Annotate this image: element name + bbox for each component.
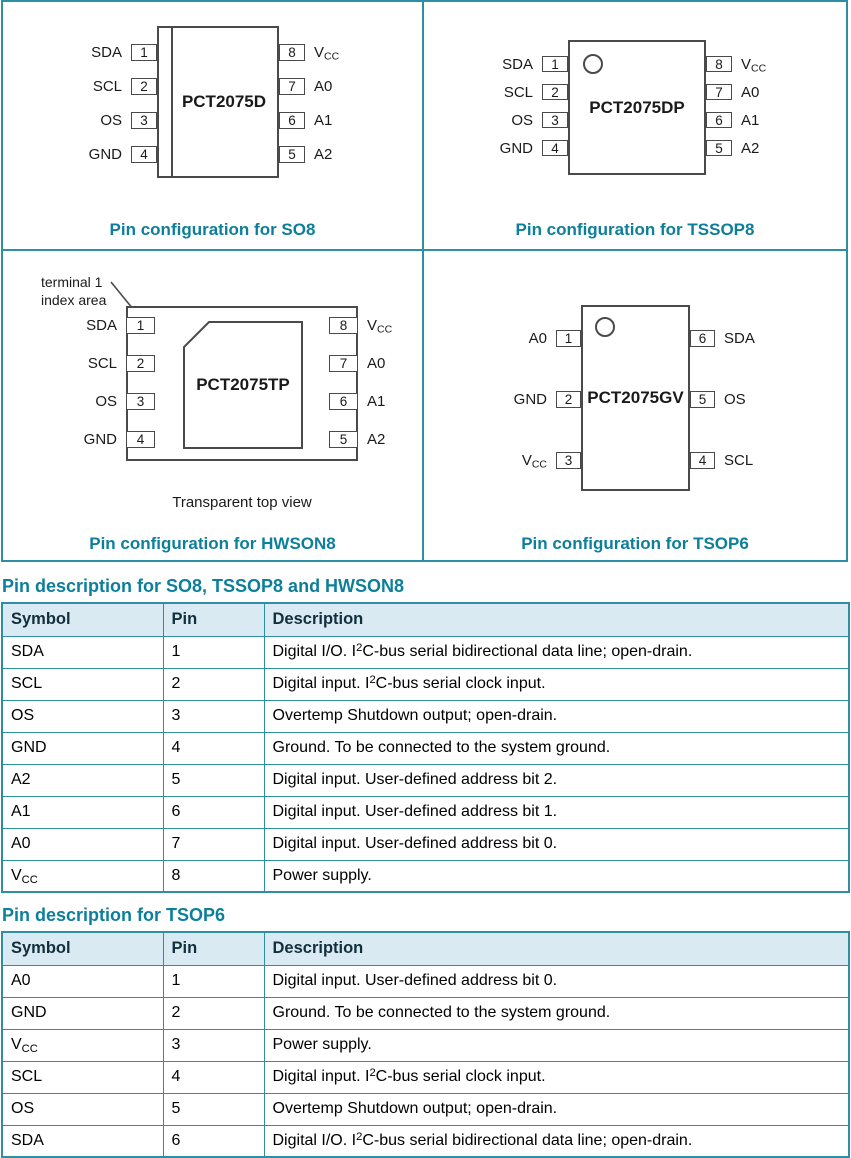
pin-label: $V_{CC}$ bbox=[521, 452, 547, 471]
pin-row-sda bbox=[690, 330, 755, 347]
table-row bbox=[2, 997, 849, 1029]
pin-number-box: 2 bbox=[126, 355, 155, 372]
pin-row-gnd bbox=[424, 391, 581, 408]
pin-config-panel-tssop8 bbox=[424, 2, 846, 251]
pin-row-a0 bbox=[279, 78, 339, 95]
table-row bbox=[2, 828, 849, 860]
description-cell: Digital I/O. $I^2C$-bus serial bidirectional data line; open-drain. bbox=[264, 1125, 849, 1157]
column-header-description: Description bbox=[264, 603, 849, 636]
column-header-pin: Pin bbox=[163, 932, 264, 965]
pin-label: A1 bbox=[741, 111, 760, 129]
pin-row-gnd bbox=[3, 431, 155, 448]
table-row bbox=[2, 636, 849, 668]
symbol-cell: SCL bbox=[2, 668, 163, 700]
pin-cell: 6 bbox=[163, 796, 264, 828]
pin-number-box: 2 bbox=[542, 84, 568, 100]
pin-cell: 6 bbox=[163, 1125, 264, 1157]
pin-cell: 4 bbox=[163, 732, 264, 764]
pin-label: OS bbox=[724, 391, 746, 408]
pin-number-box: 5 bbox=[706, 140, 732, 156]
pin-label: SDA bbox=[724, 330, 755, 347]
column-header-symbol: Symbol bbox=[2, 603, 163, 636]
diagram-caption-tssop8: Pin configuration for TSSOP8 bbox=[515, 220, 755, 239]
pin-label: SCL bbox=[724, 452, 754, 469]
pin-column-right-so8 bbox=[279, 44, 339, 163]
table-row bbox=[2, 700, 849, 732]
pin-label: SCL bbox=[87, 355, 117, 372]
pin-label: $V_{CC}$ bbox=[367, 317, 393, 336]
pin-number-box: 7 bbox=[279, 78, 305, 95]
pin-row-os bbox=[690, 391, 755, 408]
pin-label: SDA bbox=[86, 317, 117, 334]
pin-column-right-tsop6 bbox=[690, 330, 755, 469]
table-row bbox=[2, 1061, 849, 1093]
pin-cell: 5 bbox=[163, 764, 264, 796]
pin-number-box: 1 bbox=[542, 56, 568, 72]
pin-row-vcc bbox=[279, 44, 339, 61]
pin-description-table-so8-tssop8-hwson8 bbox=[1, 602, 850, 893]
table-row bbox=[2, 796, 849, 828]
pin-row-sda bbox=[3, 317, 155, 334]
symbol-cell: A0 bbox=[2, 965, 163, 997]
pin-number-box: 7 bbox=[329, 355, 358, 372]
pin-label: A1 bbox=[367, 393, 386, 410]
pin-row-vcc bbox=[706, 55, 767, 75]
pin-row-gnd bbox=[424, 140, 568, 156]
pin-row-vcc bbox=[424, 452, 581, 469]
pin-row-a1 bbox=[279, 112, 339, 129]
pin-label: GND bbox=[499, 139, 533, 157]
pin-row-sda bbox=[3, 44, 157, 61]
diagram-caption-so8: Pin configuration for SO8 bbox=[109, 220, 316, 239]
pin-number-box: 5 bbox=[279, 146, 305, 163]
pin-number-box: 4 bbox=[131, 146, 157, 163]
terminal1-index-annotation bbox=[41, 274, 106, 309]
pin-cell: 5 bbox=[163, 1093, 264, 1125]
pin-config-panel-tsop6 bbox=[424, 251, 846, 560]
pin-row-a2 bbox=[706, 140, 766, 156]
table-row bbox=[2, 965, 849, 997]
pin-label: GND bbox=[88, 146, 122, 163]
pin-row-a1 bbox=[329, 393, 392, 410]
pin-number-box: 2 bbox=[556, 391, 581, 408]
symbol-cell: OS bbox=[2, 1093, 163, 1125]
pin-number-box: 2 bbox=[131, 78, 157, 95]
pin-label: GND bbox=[83, 431, 117, 448]
symbol-cell: $V_{CC}$ bbox=[2, 860, 163, 892]
symbol-cell: A0 bbox=[2, 828, 163, 860]
pin-label: SCL bbox=[503, 83, 533, 101]
pin-column-left-hwson8 bbox=[3, 317, 155, 448]
pin-row-scl bbox=[3, 78, 157, 95]
pin-cell: 2 bbox=[163, 668, 264, 700]
description-cell: Digital input. User-defined address bit 0. bbox=[264, 828, 849, 860]
diagram-caption-tsop6: Pin configuration for TSOP6 bbox=[521, 534, 749, 553]
chip-label-tsop6: PCT2075GV bbox=[587, 388, 684, 407]
pin-number-box: 6 bbox=[329, 393, 358, 410]
pin-row-scl bbox=[424, 84, 568, 100]
pin-config-panel-so8 bbox=[3, 2, 424, 251]
description-cell: Digital I/O. $I^2C$-bus serial bidirectional data line; open-drain. bbox=[264, 636, 849, 668]
column-header-pin: Pin bbox=[163, 603, 264, 636]
pin-label: $V_{CC}$ bbox=[741, 55, 767, 75]
symbol-cell: OS bbox=[2, 700, 163, 732]
pin-row-os bbox=[3, 393, 155, 410]
description-cell: Overtemp Shutdown output; open-drain. bbox=[264, 1093, 849, 1125]
pin-cell: 7 bbox=[163, 828, 264, 860]
pin-number-box: 3 bbox=[126, 393, 155, 410]
column-header-description: Description bbox=[264, 932, 849, 965]
pin-column-left-tssop8 bbox=[424, 56, 568, 156]
transparent-top-view-note: Transparent top view bbox=[172, 494, 312, 511]
column-header-symbol: Symbol bbox=[2, 932, 163, 965]
symbol-cell: A1 bbox=[2, 796, 163, 828]
chip-label-so8: PCT2075D bbox=[181, 92, 267, 111]
description-cell: Digital input. $I^2C$-bus serial clock input. bbox=[264, 1061, 849, 1093]
pin-label: A0 bbox=[528, 330, 547, 347]
pin-label: A0 bbox=[314, 78, 333, 95]
pin-row-a0 bbox=[329, 355, 392, 372]
chip-label-tssop8: PCT2075DP bbox=[589, 97, 685, 117]
pin-row-vcc bbox=[329, 317, 392, 334]
symbol-cell: SCL bbox=[2, 1061, 163, 1093]
description-cell: Digital input. User-defined address bit 0. bbox=[264, 965, 849, 997]
table-header-row bbox=[2, 932, 849, 965]
pin-number-box: 4 bbox=[690, 452, 715, 469]
symbol-cell: GND bbox=[2, 997, 163, 1029]
pin-cell: 2 bbox=[163, 997, 264, 1029]
pin-label: SCL bbox=[92, 78, 122, 95]
pin-row-a0 bbox=[706, 84, 766, 100]
pin-label: A0 bbox=[367, 355, 386, 372]
annotation-line1: terminal 1 bbox=[41, 274, 103, 290]
description-cell: Digital input. $I^2C$-bus serial clock input. bbox=[264, 668, 849, 700]
symbol-cell: GND bbox=[2, 732, 163, 764]
pin-number-box: 6 bbox=[706, 112, 732, 128]
symbol-cell: $V_{CC}$ bbox=[2, 1029, 163, 1061]
diagram-caption-hwson8: Pin configuration for HWSON8 bbox=[89, 534, 336, 553]
pin-cell: 3 bbox=[163, 700, 264, 732]
pin-number-box: 5 bbox=[329, 431, 358, 448]
pin-cell: 1 bbox=[163, 636, 264, 668]
description-cell: Power supply. bbox=[264, 1029, 849, 1061]
pin-number-box: 4 bbox=[126, 431, 155, 448]
pin-number-box: 8 bbox=[279, 44, 305, 61]
table-row bbox=[2, 1093, 849, 1125]
pin-number-box: 8 bbox=[706, 56, 732, 72]
pin-number-box: 6 bbox=[279, 112, 305, 129]
pin-row-os bbox=[3, 112, 157, 129]
pin-label: A2 bbox=[367, 431, 386, 448]
pin-column-left-so8 bbox=[3, 44, 157, 163]
description-cell: Overtemp Shutdown output; open-drain. bbox=[264, 700, 849, 732]
table-row bbox=[2, 860, 849, 892]
description-cell: Ground. To be connected to the system ground. bbox=[264, 732, 849, 764]
pin-row-a0 bbox=[424, 330, 581, 347]
pin-row-a2 bbox=[279, 146, 339, 163]
pin-cell: 3 bbox=[163, 1029, 264, 1061]
pin-cell: 1 bbox=[163, 965, 264, 997]
pin-number-box: 5 bbox=[690, 391, 715, 408]
pin-label: GND bbox=[513, 391, 547, 408]
pin-number-box: 6 bbox=[690, 330, 715, 347]
pin-label: SDA bbox=[91, 44, 122, 61]
description-cell: Digital input. User-defined address bit 2. bbox=[264, 764, 849, 796]
symbol-cell: SDA bbox=[2, 1125, 163, 1157]
pin-number-box: 1 bbox=[126, 317, 155, 334]
pin-row-sda bbox=[424, 56, 568, 72]
pin-config-panel-hwson8 bbox=[3, 251, 424, 560]
pin-number-box: 3 bbox=[131, 112, 157, 129]
pin-number-box: 4 bbox=[542, 140, 568, 156]
pin-column-left-tsop6 bbox=[424, 330, 581, 469]
pin-label: A2 bbox=[314, 146, 333, 163]
pin-row-os bbox=[424, 112, 568, 128]
description-cell: Ground. To be connected to the system ground. bbox=[264, 997, 849, 1029]
pin-column-right-tssop8 bbox=[706, 56, 766, 156]
pin-row-gnd bbox=[3, 146, 157, 163]
pin-number-box: 8 bbox=[329, 317, 358, 334]
description-cell: Power supply. bbox=[264, 860, 849, 892]
pin-row-a1 bbox=[706, 112, 766, 128]
pin-label: SDA bbox=[502, 55, 533, 73]
pin-row-scl bbox=[690, 452, 755, 469]
pin-number-box: 1 bbox=[131, 44, 157, 61]
table-row bbox=[2, 1125, 849, 1157]
pin-description-table-tsop6 bbox=[1, 931, 850, 1158]
table-row bbox=[2, 732, 849, 764]
pin-label: OS bbox=[95, 393, 117, 410]
pin-cell: 4 bbox=[163, 1061, 264, 1093]
pin-row-scl bbox=[3, 355, 155, 372]
pin-cell: 8 bbox=[163, 860, 264, 892]
pin-label: A1 bbox=[314, 112, 333, 129]
pin-label: OS bbox=[100, 112, 122, 129]
table-row bbox=[2, 764, 849, 796]
symbol-cell: A2 bbox=[2, 764, 163, 796]
chip-label-hwson8: PCT2075TP bbox=[196, 375, 290, 394]
chip-body-so8 bbox=[157, 26, 279, 178]
pin-row-a2 bbox=[329, 431, 392, 448]
chip-body-tssop8 bbox=[568, 40, 706, 175]
pin-label: A0 bbox=[741, 83, 760, 101]
table-row bbox=[2, 1029, 849, 1061]
table-heading-tsop6: Pin description for TSOP6 bbox=[2, 905, 226, 925]
pin-configuration-grid bbox=[1, 0, 848, 562]
pin-label: A2 bbox=[741, 139, 760, 157]
symbol-cell: SDA bbox=[2, 636, 163, 668]
pin-number-box: 1 bbox=[556, 330, 581, 347]
pin-number-box: 3 bbox=[556, 452, 581, 469]
pin-label: $V_{CC}$ bbox=[314, 44, 340, 63]
annotation-line2: index area bbox=[41, 291, 107, 308]
table-header-row bbox=[2, 603, 849, 636]
table-row bbox=[2, 668, 849, 700]
pin-number-box: 3 bbox=[542, 112, 568, 128]
pin-column-right-hwson8 bbox=[329, 317, 392, 448]
description-cell: Digital input. User-defined address bit 1. bbox=[264, 796, 849, 828]
pin-number-box: 7 bbox=[706, 84, 732, 100]
chip-body-tsop6 bbox=[581, 305, 690, 491]
pin-label: OS bbox=[511, 111, 533, 129]
table-heading-so8-tssop8-hwson8: Pin description for SO8, TSSOP8 and HWSON8 bbox=[2, 576, 405, 596]
